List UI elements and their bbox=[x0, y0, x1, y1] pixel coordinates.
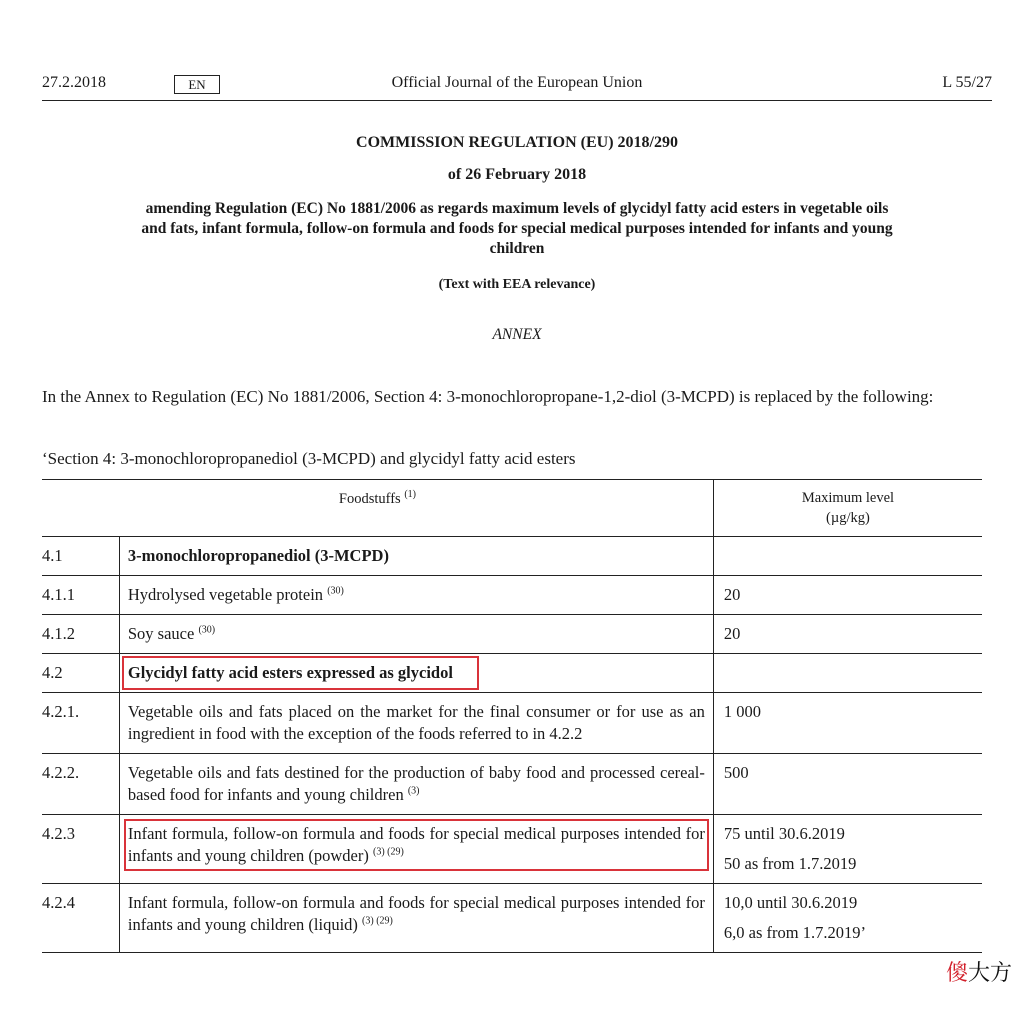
row-number: 4.1.1 bbox=[42, 576, 119, 615]
row-number: 4.1 bbox=[42, 537, 119, 576]
max-level-value: 75 until 30.6.2019 bbox=[723, 824, 845, 843]
foodstuff-description: Vegetable oils and fats placed on the market for the final consumer or for use as an ingredient in food with the exception of the foods referred to in 4.2.2 bbox=[127, 702, 705, 743]
max-level-value: 1 000 bbox=[723, 702, 762, 721]
foodstuff-text-wrap bbox=[128, 763, 705, 804]
foodstuff-description: Infant formula, follow-on formula and foods for special medical purposes intended for infants and young children (liquid) bbox=[127, 893, 705, 934]
max-level-value: 6,0 as from 1.7.2019’ bbox=[723, 923, 866, 942]
foodstuff-cell bbox=[119, 576, 713, 615]
regulation-subject: amending Regulation (EC) No 1881/2006 as regards maximum levels of glycidyl fatty acid esters in vegetable oils and fats, infant formula, follow-on formula and foods for special medical purposes intended for infants and young children bbox=[141, 200, 893, 257]
foodstuff-cell bbox=[119, 615, 713, 654]
foodstuff-description: Infant formula, follow-on formula and foods for special medical purposes intended for infants and young children (powder) bbox=[127, 824, 705, 865]
foodstuffs-header-note: (1) bbox=[404, 489, 416, 501]
maximum-levels-table bbox=[42, 479, 982, 953]
footnote-ref: (3) (29) bbox=[362, 915, 393, 927]
watermark-char: 傻 bbox=[945, 961, 968, 986]
max-level-cell bbox=[713, 537, 982, 576]
eea-relevance: (Text with EEA relevance) bbox=[438, 277, 596, 292]
max-level-unit: (µg/kg) bbox=[826, 510, 870, 526]
row-number: 4.2 bbox=[42, 654, 119, 693]
table-header-row bbox=[42, 480, 982, 537]
intro-paragraph: In the Annex to Regulation (EC) No 1881/2006, Section 4: 3-monochloropropane-1,2-diol (3-MCPD) is replaced by the following: bbox=[42, 387, 934, 406]
max-level-value: 50 as from 1.7.2019 bbox=[723, 854, 857, 873]
table-row bbox=[42, 576, 982, 615]
footnote-ref: (30) bbox=[198, 624, 216, 636]
foodstuff-cell bbox=[119, 537, 713, 576]
foodstuffs-header-label: Foodstuffs bbox=[338, 491, 401, 507]
foodstuff-cell bbox=[119, 815, 713, 884]
max-level-label: Maximum level bbox=[801, 490, 895, 506]
row-number: 4.2.1. bbox=[42, 693, 119, 754]
table-row bbox=[42, 693, 982, 754]
foodstuff-cell bbox=[119, 693, 713, 754]
section-title: ‘Section 4: 3-monochloropropanediol (3-MCPD) and glycidyl fatty acid esters bbox=[42, 449, 576, 468]
max-level-cell bbox=[713, 754, 982, 815]
foodstuff-cell bbox=[119, 754, 713, 815]
table-row bbox=[42, 884, 982, 953]
regulation-date: of 26 February 2018 bbox=[447, 166, 587, 183]
journal-name: Official Journal of the European Union bbox=[391, 74, 643, 91]
row-number: 4.2.2. bbox=[42, 754, 119, 815]
max-level-cell bbox=[713, 615, 982, 654]
table-row bbox=[42, 815, 982, 884]
journal-header bbox=[42, 74, 992, 96]
foodstuff-cell bbox=[119, 884, 713, 953]
foodstuff-text-wrap bbox=[128, 702, 705, 743]
table-row bbox=[42, 654, 982, 693]
header-divider bbox=[42, 100, 992, 101]
foodstuff-text-wrap bbox=[128, 823, 705, 867]
row-number: 4.1.2 bbox=[42, 615, 119, 654]
watermark-logo bbox=[946, 956, 1012, 987]
foodstuff-text-wrap bbox=[128, 624, 215, 643]
regulation-title: COMMISSION REGULATION (EU) 2018/290 bbox=[356, 134, 678, 151]
footnote-ref: (3) (29) bbox=[373, 846, 404, 858]
row-number: 4.2.3 bbox=[42, 815, 119, 884]
row-number: 4.2.4 bbox=[42, 884, 119, 953]
max-level-cell bbox=[713, 693, 982, 754]
max-level-value: 500 bbox=[723, 763, 749, 782]
max-level-cell bbox=[713, 884, 982, 953]
footnote-ref: (30) bbox=[327, 585, 344, 597]
max-level-cell bbox=[713, 815, 982, 884]
max-level-cell bbox=[713, 654, 982, 693]
table-row bbox=[42, 754, 982, 815]
foodstuffs-header bbox=[42, 480, 713, 537]
foodstuff-description: Soy sauce bbox=[127, 624, 195, 643]
foodstuff-text-wrap bbox=[128, 893, 705, 934]
foodstuff-description: 3-monochloropropanediol (3-MCPD) bbox=[127, 546, 389, 565]
max-level-cell bbox=[713, 576, 982, 615]
page-reference: L 55/27 bbox=[942, 74, 992, 91]
annex-heading: ANNEX bbox=[492, 326, 542, 343]
max-level-value: 10,0 until 30.6.2019 bbox=[723, 893, 858, 912]
publication-date: 27.2.2018 bbox=[42, 74, 106, 91]
foodstuff-description: Glycidyl fatty acid esters expressed as glycidol bbox=[127, 663, 453, 682]
foodstuff-cell bbox=[119, 654, 713, 693]
foodstuff-text-wrap bbox=[128, 662, 473, 684]
footnote-ref: (3) bbox=[407, 785, 420, 797]
foodstuff-description: Vegetable oils and fats destined for the production of baby food and processed cereal-based food for infants and young children bbox=[127, 763, 705, 804]
foodstuff-description: Hydrolysed vegetable protein bbox=[127, 585, 324, 604]
max-level-header bbox=[713, 480, 982, 537]
max-level-value: 20 bbox=[723, 624, 741, 643]
foodstuff-text-wrap bbox=[128, 585, 344, 604]
table-row bbox=[42, 537, 982, 576]
table-row bbox=[42, 615, 982, 654]
max-level-value: 20 bbox=[723, 585, 741, 604]
foodstuff-text-wrap bbox=[128, 546, 389, 565]
watermark-text: 大方 bbox=[967, 961, 1012, 986]
language-badge: EN bbox=[174, 75, 220, 94]
